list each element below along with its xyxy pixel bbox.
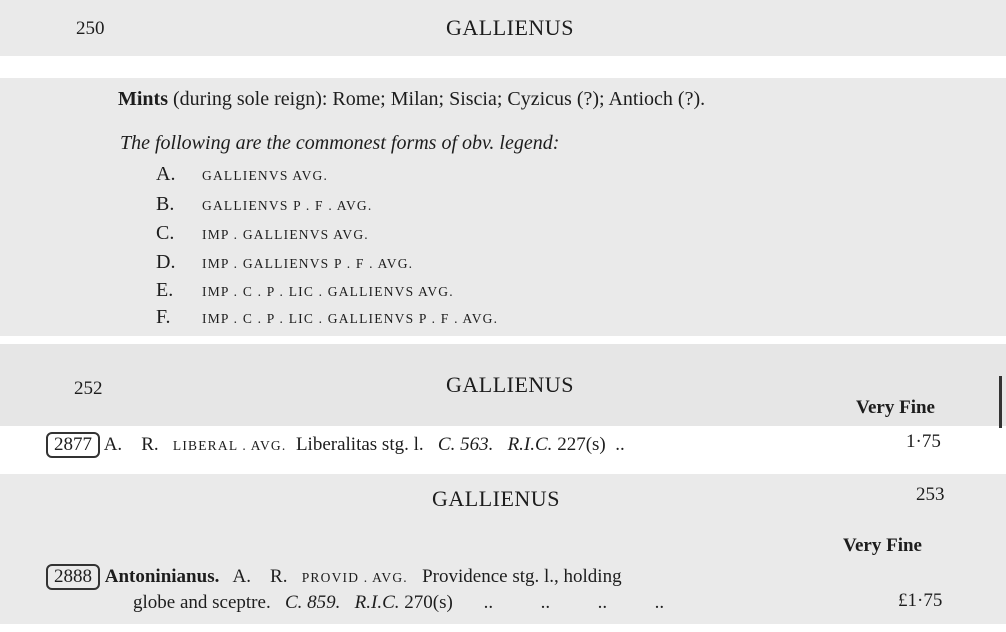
mints-line <box>118 88 705 111</box>
price-2888: £1·75 <box>898 590 943 611</box>
ric-label: R.I.C. <box>507 434 553 455</box>
mints-text: (during sole reign): Rome; Milan; Siscia; Cyzicus (?); Antioch (?). <box>173 88 706 110</box>
legend-text: IMP . GALLIENVS AVG. <box>202 227 369 242</box>
legend-item-d <box>156 251 413 274</box>
legend-text: IMP . GALLIENVS P . F . AVG. <box>202 256 414 271</box>
entry-number: 2877 <box>46 432 100 458</box>
legend-text: GALLIENVS P . F . AVG. <box>202 198 373 213</box>
mints-label: Mints <box>118 88 168 110</box>
page-250-header: GALLIENUS <box>446 15 574 40</box>
reverse-legend: PROVID . AVG. <box>301 570 408 585</box>
legend-item-a <box>156 163 328 186</box>
obverse-type: A. <box>103 434 123 455</box>
legend-intro: The following are the commonest forms of obv. legend: <box>120 132 560 154</box>
cohen-reference: C. 563. <box>437 434 494 455</box>
page-252-header: GALLIENUS <box>446 372 574 397</box>
legend-letter: C. <box>156 222 175 244</box>
page-number-252: 252 <box>74 378 103 399</box>
cohen-reference: C. 859. <box>284 592 341 613</box>
legend-letter: E. <box>156 279 174 301</box>
metal-symbol: R. <box>141 434 159 455</box>
reverse-description: Providence stg. l., holding <box>422 566 622 587</box>
entry-number: 2888 <box>46 564 100 590</box>
obverse-type: A. <box>232 566 252 587</box>
price-2877: 1·75 <box>906 431 941 452</box>
page-253-header: GALLIENUS <box>432 486 560 511</box>
grade-heading-253: Very Fine <box>843 535 922 556</box>
leader-dots: .. <box>615 434 625 455</box>
leader-dots: .. .. .. .. <box>483 592 665 613</box>
legend-item-e <box>156 279 454 302</box>
legend-letter: B. <box>156 193 175 215</box>
reverse-description: Liberalitas stg. l. <box>295 434 424 455</box>
catalogue-entry-2877 <box>46 432 625 458</box>
page-250-body-strip <box>0 78 1006 336</box>
ric-label: R.I.C. <box>354 592 400 613</box>
legend-letter: A. <box>156 163 176 185</box>
grade-heading-252: Very Fine <box>856 397 935 418</box>
metal-symbol: R. <box>270 566 288 587</box>
legend-text: GALLIENVS AVG. <box>202 168 329 183</box>
legend-letter: F. <box>156 306 171 328</box>
legend-text: IMP . C . P . LIC . GALLIENVS P . F . AVG. <box>202 311 499 326</box>
legend-text: IMP . C . P . LIC . GALLIENVS AVG. <box>202 284 454 299</box>
legend-item-c <box>156 222 369 245</box>
legend-letter: D. <box>156 251 176 273</box>
reverse-legend: LIBERAL . AVG. <box>172 438 287 453</box>
ric-reference: 270(s) <box>404 592 453 613</box>
legend-item-b <box>156 193 372 216</box>
page-number-250: 250 <box>76 18 105 39</box>
denomination: Antoninianus. <box>104 566 220 587</box>
ric-reference: 227(s) <box>557 434 606 455</box>
reverse-description-cont: globe and sceptre. <box>133 592 271 613</box>
catalogue-entry-2888-line2 <box>133 592 664 614</box>
legend-item-f <box>156 306 498 329</box>
catalogue-entry-2888 <box>46 564 622 590</box>
page-edge-line <box>999 376 1002 428</box>
page-number-253: 253 <box>916 484 945 505</box>
